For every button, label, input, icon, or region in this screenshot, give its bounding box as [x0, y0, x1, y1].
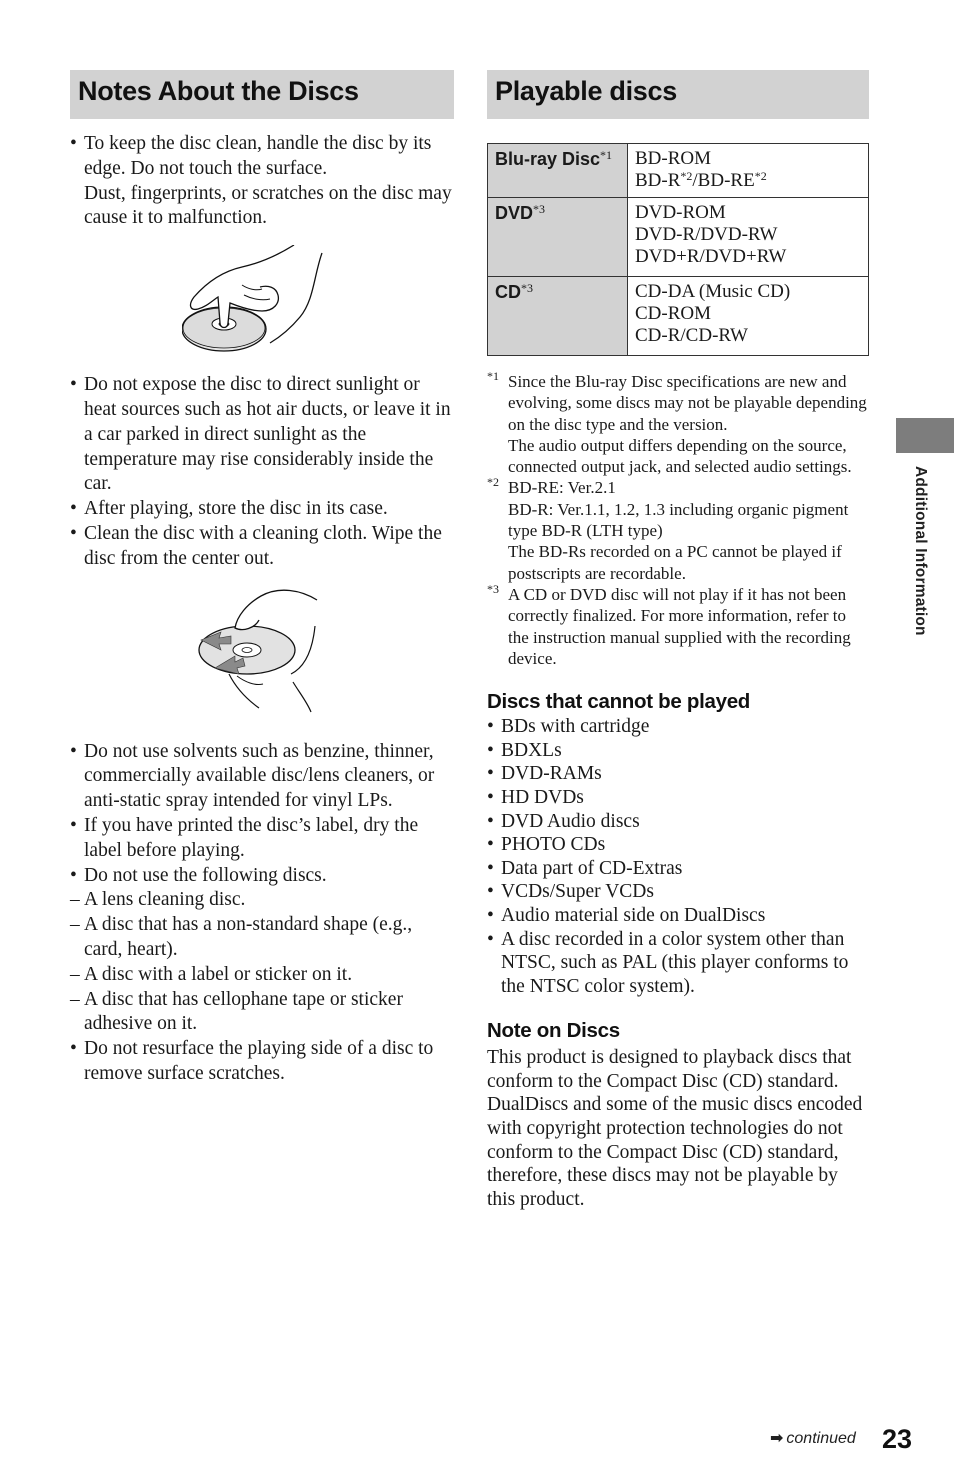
footnote-ref: *3 — [521, 281, 533, 295]
list-item: • BDXLs — [487, 739, 869, 763]
section-thumb-tab — [896, 418, 954, 453]
list-item: • Do not expose the disc to direct sunlight or heat sources such as hot air ducts, or leave it in a car parked in direct sunlight as the temperature may rise considerably inside the car. — [70, 373, 454, 497]
footnote-ref: *2 — [754, 169, 767, 183]
bullet-text: • Do not use the following discs. — [84, 864, 327, 886]
section-title-notes: Notes About the Discs — [70, 70, 454, 119]
footnote-ref: *3 — [533, 202, 546, 216]
list-item: • Do not resurface the playing side of a disc to remove surface scratches. — [70, 1037, 454, 1087]
list-item — [70, 864, 454, 1038]
list-item: • Do not use solvents such as benzine, thinner, commercially available disc/lens cleaners, or anti-static spray intended for vinyl LPs. — [70, 740, 454, 814]
note-on-discs-heading: Note on Discs — [487, 1019, 620, 1043]
footnote — [487, 477, 869, 583]
disc-formats-cell — [628, 198, 869, 277]
disc-formats-cell — [628, 277, 869, 356]
list-item: • Data part of CD-Extras — [487, 857, 869, 881]
table-footnotes — [487, 371, 869, 669]
format-item: CD-R/CD-RW — [635, 325, 748, 346]
disc-formats-cell — [628, 144, 869, 198]
format-text: /BD-RE — [692, 170, 755, 191]
list-item: – A disc with a label or sticker on it. — [70, 963, 454, 988]
disc-kind-cell — [488, 144, 628, 198]
list-item: • Clean the disc with a cleaning cloth. Wipe the disc from the center out. — [70, 522, 454, 572]
continued-indicator — [770, 1428, 856, 1448]
disc-kind-cell — [488, 277, 628, 356]
section-title-playable: Playable discs — [487, 70, 869, 119]
format-text: BD-R — [635, 170, 681, 191]
list-item: • If you have printed the disc’s label, dry the label before playing. — [70, 814, 454, 864]
footnote-mark: *3 — [487, 581, 499, 596]
disc-cleaning-illustration — [197, 586, 327, 714]
format-item: CD-DA (Music CD) — [635, 281, 791, 302]
format-item: DVD+R/DVD+RW — [635, 246, 787, 267]
footnote-ref: *2 — [680, 169, 693, 183]
bullet-text: • To keep the disc clean, handle the disc by its edge. Do not touch the surface. — [84, 133, 432, 179]
list-item: • DVD-RAMs — [487, 762, 869, 786]
table-row — [488, 144, 869, 198]
list-item: – A disc that has a non-standard shape (e.g., card, heart). — [70, 913, 454, 963]
disc-kind-label: CD — [495, 282, 521, 302]
footnote-text: Since the Blu-ray Disc specifications are new and evolving, some discs may not be playable depending on the disc type and the version. — [508, 372, 867, 434]
table-row — [488, 198, 869, 277]
format-item: DVD-R/DVD-RW — [635, 224, 778, 245]
footnote-text: The BD-Rs recorded on a PC cannot be played if postscripts are recordable. — [508, 542, 842, 583]
list-item: • PHOTO CDs — [487, 833, 869, 857]
disc-handling-illustration — [182, 245, 342, 360]
left-column — [70, 70, 454, 1087]
list-item: • Audio material side on DualDiscs — [487, 904, 869, 928]
footnote — [487, 581, 869, 669]
format-item: DVD-ROM — [635, 202, 726, 223]
list-item: • BDs with cartridge — [487, 715, 869, 739]
note-on-discs-body: This product is designed to playback discs that conform to the Compact Disc (CD) standard. DualDiscs and some of the music discs encoded with copyright protection technologies do not conform to the Compact Disc (CD) standard, therefore, these discs may not be playable by this product. — [487, 1047, 863, 1210]
list-item: • After playing, store the disc in its case. — [70, 497, 454, 522]
playable-discs-table — [487, 143, 869, 356]
format-item: BD-ROM — [635, 148, 712, 169]
footnote-text: BD-RE: Ver.2.1 — [508, 478, 616, 498]
disc-kind-label: DVD — [495, 203, 534, 223]
list-item: • HD DVDs — [487, 786, 869, 810]
list-item: – A lens cleaning disc. — [70, 888, 454, 913]
format-item: CD-ROM — [635, 303, 712, 324]
footnote-mark: *1 — [487, 369, 499, 383]
footnote-ref: *1 — [600, 148, 613, 162]
footnote — [487, 371, 869, 477]
storage-list — [70, 373, 454, 571]
table-row — [488, 277, 869, 356]
right-column — [487, 70, 869, 1211]
disallowed-discs-list — [70, 888, 454, 1037]
bullet-continuation: Dust, fingerprints, or scratches on the disc may cause it to malfunction. — [84, 182, 452, 229]
side-section-label: Additional Information — [912, 466, 929, 636]
precautions-list — [70, 740, 454, 1087]
disc-kind-label: Blu-ray Disc — [495, 149, 601, 169]
list-item: • DVD Audio discs — [487, 810, 869, 834]
list-item: • VCDs/Super VCDs — [487, 880, 869, 904]
format-item — [635, 170, 860, 192]
footnote-mark: *2 — [487, 475, 499, 490]
cannot-play-list — [487, 715, 869, 998]
continued-label: continued — [786, 1430, 856, 1447]
handling-list — [70, 132, 454, 231]
arrow-right-icon: ➡ — [770, 1430, 784, 1447]
footnote-text: BD-R: Ver.1.1, 1.2, 1.3 including organic pigment type BD-R (LTH type) — [508, 499, 849, 541]
page-number: 23 — [882, 1424, 913, 1454]
list-item — [70, 132, 454, 231]
cannot-play-heading: Discs that cannot be played — [487, 690, 751, 714]
disc-kind-cell — [488, 198, 628, 277]
footnote-text: A CD or DVD disc will not play if it has not been correctly finalized. For more information, refer to the instruction manual supplied with the recording device. — [508, 584, 851, 668]
footnote-text: The audio output differs depending on the source, connected output jack, and selected audio settings. — [508, 435, 852, 477]
list-item: – A disc that has cellophane tape or sticker adhesive on it. — [70, 988, 454, 1038]
list-item: • A disc recorded in a color system other than NTSC, such as PAL (this player conforms to the NTSC color system). — [487, 928, 869, 999]
